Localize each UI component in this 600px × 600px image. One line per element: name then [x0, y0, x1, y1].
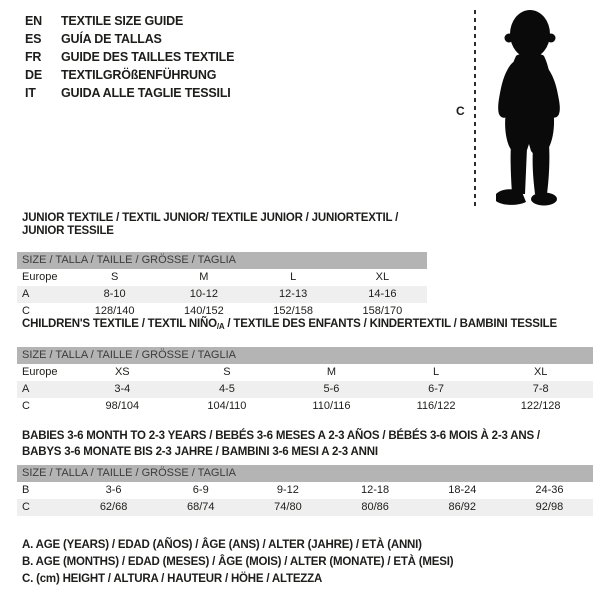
value-cell: 122/128	[520, 400, 561, 412]
size-cell: S	[223, 366, 231, 378]
value-cell: 74/80	[274, 501, 302, 513]
size-cell: M	[199, 271, 209, 283]
title-sub: /A	[216, 322, 225, 331]
table-row-height	[17, 499, 593, 516]
row-label: A	[22, 288, 30, 300]
row-label: A	[22, 383, 30, 395]
value-cell: 62/68	[99, 501, 128, 513]
junior-table-title: JUNIOR TEXTILE / TEXTIL JUNIOR/ TEXTILE JUNIOR / JUNIORTEXTIL / JUNIOR TESSILE	[22, 212, 399, 237]
legend-footnotes	[22, 537, 453, 588]
row-label: Europe	[22, 271, 58, 283]
size-header-band: SIZE / TALLA / TAILLE / GRÖSSE / TAGLIA	[17, 347, 593, 364]
lang-label: GUIDA ALLE TAGLIE TESSILI	[61, 86, 231, 100]
size-header-band: SIZE / TALLA / TAILLE / GRÖSSE / TAGLIA	[17, 465, 593, 482]
footnote-age-months: B. AGE (MONTHS) / EDAD (MESES) / ÂGE (MOIS) / ALTER (MONATE) / ETÀ (MESI)	[22, 556, 454, 568]
lang-code: DE	[25, 68, 42, 82]
lang-label: TEXTILGRÖßENFÜHRUNG	[61, 68, 217, 82]
row-label: B	[22, 484, 30, 496]
junior-textile-section	[17, 212, 427, 320]
value-cell: 5-6	[323, 383, 340, 395]
value-cell: 92/98	[535, 501, 564, 513]
value-cell: 12-13	[279, 288, 308, 300]
value-cell: 6-9	[192, 484, 209, 496]
value-cell: 140/152	[183, 305, 224, 317]
lang-row-it	[25, 84, 234, 102]
size-cell: L	[433, 366, 440, 378]
value-cell: 128/140	[94, 305, 135, 317]
size-cell: XL	[375, 271, 390, 283]
children-textile-section	[17, 318, 593, 415]
lang-code: EN	[25, 14, 42, 28]
row-label: C	[22, 400, 30, 412]
value-cell: 12-18	[361, 484, 390, 496]
value-cell: 9-12	[276, 484, 299, 496]
language-title-block	[25, 12, 234, 102]
height-measure-label: C	[456, 104, 465, 118]
table-row-age	[17, 381, 593, 398]
value-cell: 86/92	[448, 501, 477, 513]
lang-row-fr	[25, 48, 234, 66]
lang-code: ES	[25, 32, 42, 46]
value-cell: 110/116	[312, 400, 351, 412]
value-cell: 68/74	[186, 501, 215, 513]
value-cell: 8-10	[103, 288, 126, 300]
value-cell: 104/110	[207, 400, 247, 412]
footnote-age-years: A. AGE (YEARS) / EDAD (AÑOS) / ÂGE (ANS) / ALTER (JAHRE) / ETÀ (ANNI)	[22, 539, 422, 551]
value-cell: 152/158	[273, 305, 313, 317]
value-cell: 18-24	[448, 484, 477, 496]
value-cell: 14-16	[368, 288, 397, 300]
row-label: Europe	[22, 366, 58, 378]
lang-row-en	[25, 12, 234, 30]
size-cell: XL	[533, 366, 548, 378]
size-cell: XS	[114, 366, 130, 378]
lang-row-es	[25, 30, 234, 48]
value-cell: 3-6	[105, 484, 122, 496]
size-cell: L	[290, 271, 297, 283]
title-post: / TEXTILE DES ENFANTS / KINDERTEXTIL / BAMBINI TESSILE	[224, 318, 557, 330]
size-header-band: SIZE / TALLA / TAILLE / GRÖSSE / TAGLIA	[17, 252, 427, 269]
value-cell: 6-7	[428, 383, 445, 395]
lang-label: TEXTILE SIZE GUIDE	[61, 14, 184, 28]
value-cell: 10-12	[189, 288, 218, 300]
lang-code: FR	[25, 50, 42, 64]
toddler-silhouette-icon	[484, 8, 574, 208]
children-table-title	[17, 318, 593, 333]
row-label: C	[22, 501, 30, 513]
height-measure-line	[474, 10, 476, 208]
row-label: C	[22, 305, 30, 317]
size-figure	[450, 6, 595, 211]
babies-table-title	[17, 428, 593, 460]
table-row-months	[17, 482, 593, 499]
lang-label: GUÍA DE TALLAS	[61, 32, 162, 46]
value-cell: 7-8	[532, 383, 549, 395]
title-pre: CHILDREN'S TEXTILE / TEXTIL NIÑO	[22, 318, 217, 330]
value-cell: 158/170	[362, 305, 403, 317]
footnote-height: C. (cm) HEIGHT / ALTURA / HAUTEUR / HÖHE / ALTEZZA	[22, 573, 323, 585]
size-cell: S	[110, 271, 119, 283]
value-cell: 98/104	[105, 400, 140, 412]
table-row-europe	[17, 364, 593, 381]
value-cell: 116/122	[416, 400, 456, 412]
value-cell: 80/86	[361, 501, 389, 513]
value-cell: 24-36	[535, 484, 564, 496]
size-cell: M	[326, 366, 337, 378]
table-row-europe	[17, 269, 427, 286]
value-cell: 3-4	[114, 383, 131, 395]
table-row-height	[17, 398, 593, 415]
babies-title-line1: BABIES 3-6 MONTH TO 2-3 YEARS / BEBÉS 3-6 MESES A 2-3 AÑOS / BÉBÉS 3-6 MOIS À 2-3 ANS /	[22, 430, 540, 442]
lang-label: GUIDE DES TAILLES TEXTILE	[61, 50, 235, 64]
babies-textile-section	[17, 428, 593, 516]
value-cell: 4-5	[218, 383, 235, 395]
babies-title-line2: BABYS 3-6 MONATE BIS 2-3 JAHRE / BAMBINI 3-6 MESI A 2-3 ANNI	[22, 446, 378, 458]
lang-row-de	[25, 66, 234, 84]
lang-code: IT	[25, 86, 36, 100]
table-row-age	[17, 286, 427, 303]
